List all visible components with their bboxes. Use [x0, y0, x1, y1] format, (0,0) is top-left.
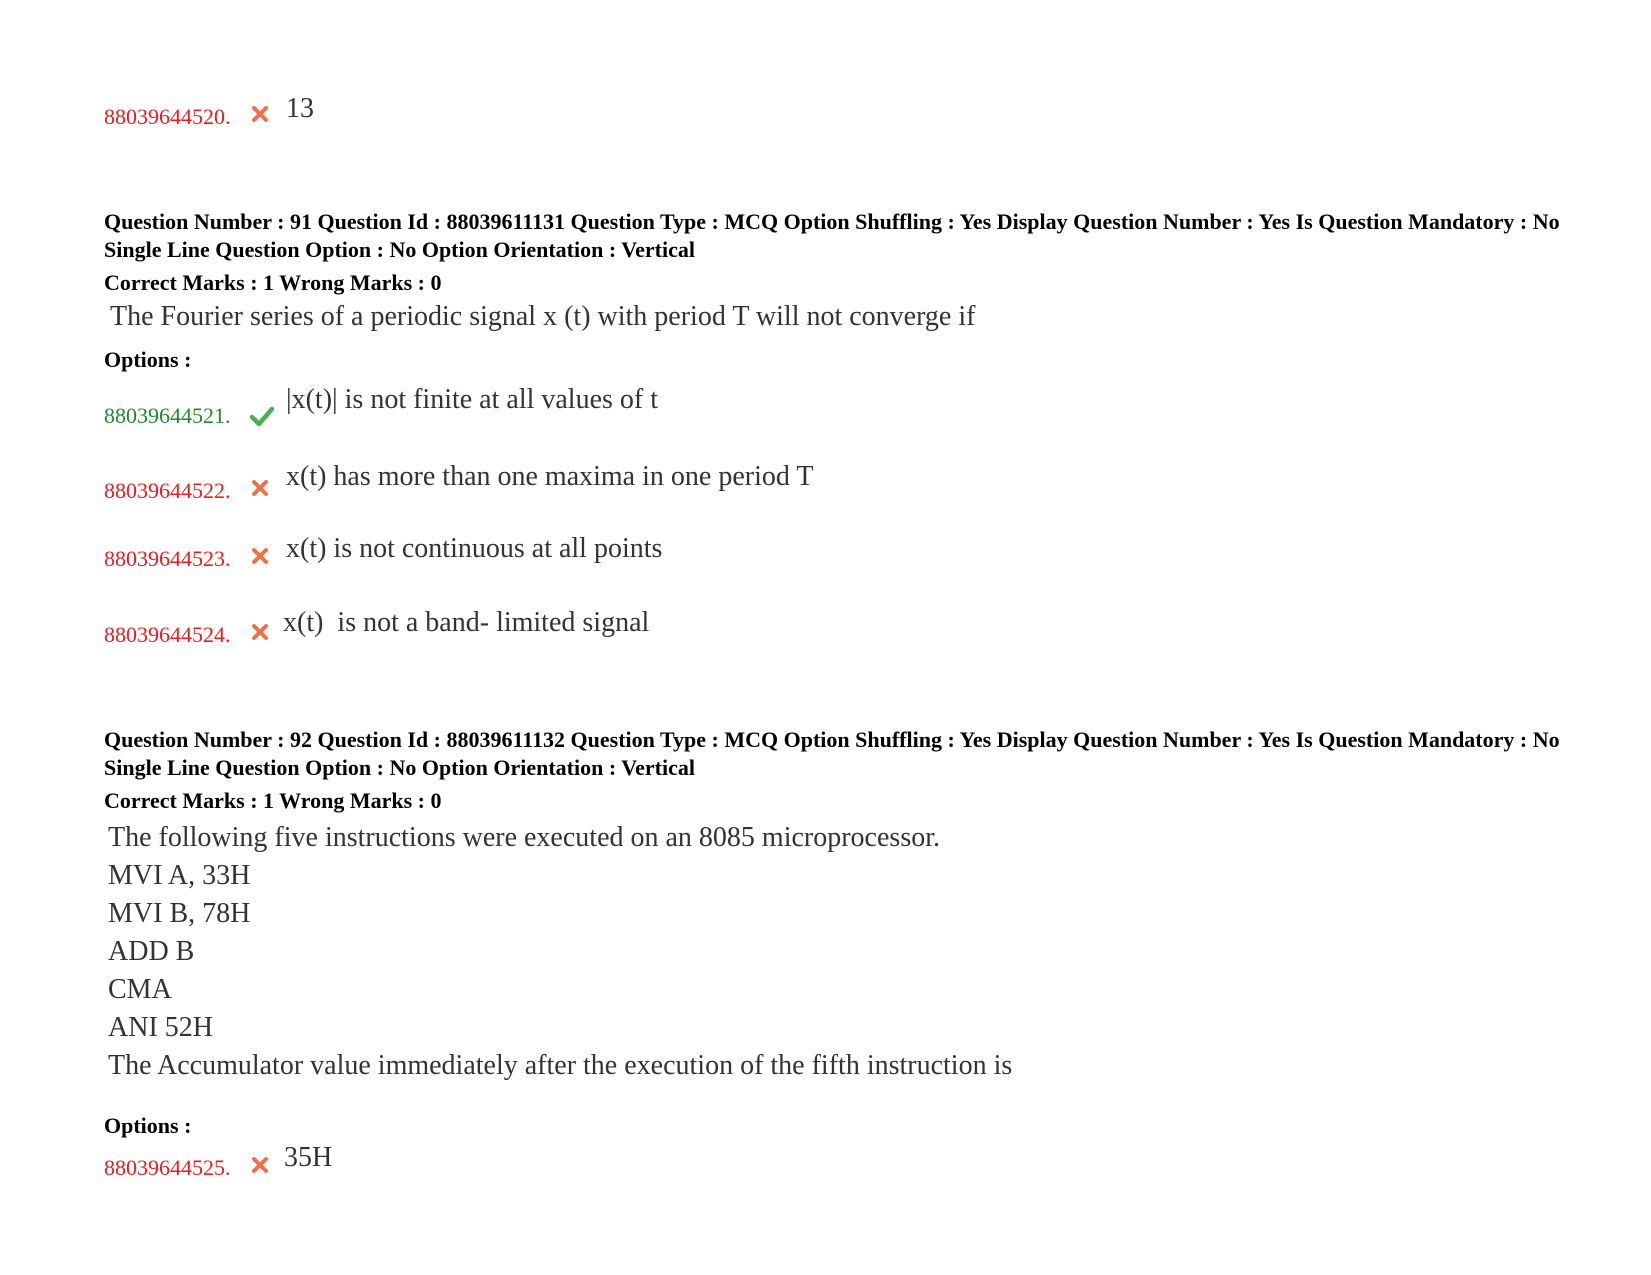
- option-text: 35H: [284, 1142, 333, 1173]
- question-text-line: ANI 52H: [108, 1012, 213, 1043]
- option-text: 13: [286, 93, 314, 124]
- cross-icon: [250, 622, 270, 642]
- question-text-line: MVI A, 33H: [108, 860, 251, 891]
- question-text-line: MVI B, 78H: [108, 898, 251, 929]
- option-text: x(t) is not continuous at all points: [286, 533, 663, 564]
- options-label: Options :: [104, 1113, 192, 1138]
- cross-icon: [250, 104, 270, 124]
- option-text: x(t) has more than one maxima in one period T: [286, 461, 814, 492]
- cross-icon: [250, 1155, 270, 1175]
- question-text-line: CMA: [108, 974, 172, 1005]
- option-id: 88039644522.: [104, 478, 231, 503]
- option-id: 88039644520.: [104, 104, 231, 129]
- question-text-line: The following five instructions were executed on an 8085 microprocessor.: [108, 822, 940, 853]
- option-text: x(t) is not a band- limited signal: [283, 607, 650, 638]
- option-id: 88039644521.: [104, 403, 231, 428]
- question-meta: Question Number : 91 Question Id : 88039611131 Question Type : MCQ Option Shuffling : Yes Display Question Number : Yes Is Question Mandatory : No Single Line Question Option : No Option Orientation : Vertical: [104, 209, 1560, 262]
- option-id: 88039644524.: [104, 622, 231, 647]
- question-text-line: ADD B: [108, 936, 195, 967]
- check-icon: [250, 405, 274, 427]
- question-marks: Correct Marks : 1 Wrong Marks : 0: [104, 270, 442, 295]
- option-id: 88039644523.: [104, 546, 231, 571]
- question-marks: Correct Marks : 1 Wrong Marks : 0: [104, 788, 442, 813]
- question-text: The Fourier series of a periodic signal x (t) with period T will not converge if: [110, 301, 976, 332]
- cross-icon: [250, 546, 270, 566]
- option-id: 88039644525.: [104, 1155, 231, 1180]
- option-text: |x(t)| is not finite at all values of t: [286, 384, 659, 415]
- cross-icon: [250, 478, 270, 498]
- question-meta: Question Number : 92 Question Id : 88039611132 Question Type : MCQ Option Shuffling : Yes Display Question Number : Yes Is Question Mandatory : No Single Line Question Option : No Option Orientation : Vertical: [104, 727, 1560, 780]
- options-label: Options :: [104, 347, 192, 372]
- question-text-line: The Accumulator value immediately after the execution of the fifth instruction is: [108, 1050, 1013, 1081]
